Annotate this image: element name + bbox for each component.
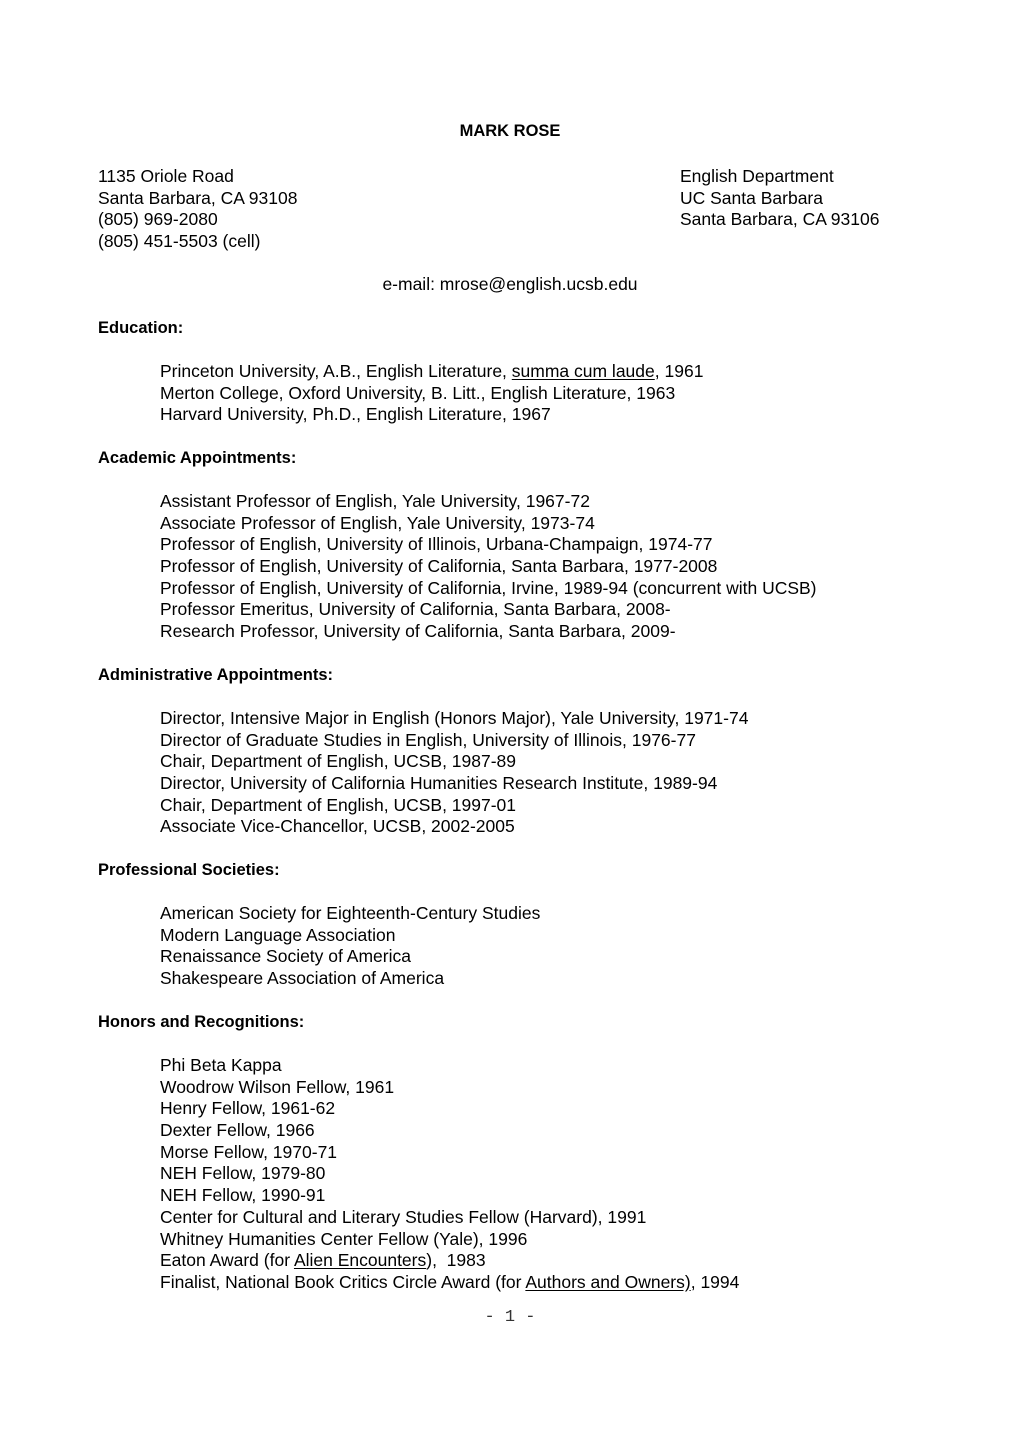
education-item-year: , 1961: [654, 361, 704, 381]
society-item: Shakespeare Association of America: [160, 968, 445, 989]
academic-item: Associate Professor of English, Yale University, 1973-74: [160, 512, 595, 533]
honor-item-year: , 1994: [690, 1271, 740, 1292]
administrative-list: [160, 708, 748, 838]
society-item: Modern Language Association: [160, 924, 396, 945]
academic-item: Research Professor, University of California, Santa Barbara, 2009-: [160, 621, 676, 642]
honor-phrase: summa cum laude: [511, 361, 655, 381]
work-address-line: English Department: [680, 166, 834, 186]
honor-item: Dexter Fellow, 1966: [160, 1120, 315, 1141]
honor-item-text: Finalist, National Book Critics Circle Award (for: [160, 1271, 526, 1292]
home-address-line: 1135 Oriole Road: [98, 166, 234, 186]
education-item: Merton College, Oxford University, B. Litt., English Literature, 1963: [160, 382, 676, 403]
honor-item-year: ), 1983: [426, 1250, 486, 1271]
home-address-line: Santa Barbara, CA 93108: [98, 187, 298, 208]
home-address-line: (805) 451-5503 (cell): [98, 231, 261, 252]
societies-list: [160, 903, 540, 990]
administrative-item: Chair, Department of English, UCSB, 1997-01: [160, 794, 517, 815]
administrative-item: Chair, Department of English, UCSB, 1987-89: [160, 751, 517, 772]
administrative-item: Director of Graduate Studies in English, University of Illinois, 1976-77: [160, 729, 696, 750]
honors-heading: Honors and Recognitions:: [98, 1013, 305, 1031]
academic-item: Assistant Professor of English, Yale University, 1967-72: [160, 491, 590, 511]
education-item: Harvard University, Ph.D., English Literature, 1967: [160, 404, 551, 425]
administrative-item: Director, Intensive Major in English (Honors Major), Yale University, 1971-74: [160, 708, 749, 728]
honors-list: [160, 1055, 739, 1294]
honor-item: Woodrow Wilson Fellow, 1961: [160, 1076, 395, 1097]
education-item-text: Princeton University, A.B., English Literature,: [160, 361, 512, 381]
education-item: [160, 361, 703, 383]
work-address-line: UC Santa Barbara: [680, 187, 823, 208]
honor-item: Center for Cultural and Literary Studies Fellow (Harvard), 1991: [160, 1206, 647, 1227]
societies-heading: Professional Societies:: [98, 861, 280, 879]
honor-item: Morse Fellow, 1970-71: [160, 1141, 338, 1162]
academic-item: Professor Emeritus, University of California, Santa Barbara, 2008-: [160, 599, 671, 620]
page-number: - 1 -: [484, 1308, 536, 1327]
education-list: [160, 361, 703, 426]
administrative-heading: Administrative Appointments:: [98, 666, 333, 684]
honor-item: Whitney Humanities Center Fellow (Yale), 1996: [160, 1228, 528, 1249]
work-address: [680, 166, 879, 231]
honor-item: Phi Beta Kappa: [160, 1055, 282, 1075]
honor-item: [160, 1250, 739, 1272]
administrative-item: Associate Vice-Chancellor, UCSB, 2002-2005: [160, 816, 515, 837]
work-address-line: Santa Barbara, CA 93106: [680, 209, 880, 230]
honor-item: NEH Fellow, 1979-80: [160, 1163, 326, 1184]
society-item: American Society for Eighteenth-Century Studies: [160, 903, 541, 923]
education-heading: Education:: [98, 319, 184, 337]
academic-heading: Academic Appointments:: [98, 449, 297, 467]
academic-item: Professor of English, University of Illinois, Urbana-Champaign, 1974-77: [160, 534, 713, 555]
honor-item: NEH Fellow, 1990-91: [160, 1185, 326, 1206]
honor-item-text: Eaton Award (for: [160, 1250, 294, 1271]
academic-list: [160, 491, 817, 643]
academic-item: Professor of English, University of California, Irvine, 1989-94 (concurrent with UCSB): [160, 577, 817, 598]
administrative-item: Director, University of California Humanities Research Institute, 1989-94: [160, 773, 718, 794]
society-item: Renaissance Society of America: [160, 946, 411, 967]
home-address: [98, 166, 297, 253]
home-address-line: (805) 969-2080: [98, 209, 218, 230]
academic-item: Professor of English, University of California, Santa Barbara, 1977-2008: [160, 556, 718, 577]
honor-item: Henry Fellow, 1961-62: [160, 1098, 336, 1119]
document-title: MARK ROSE: [459, 122, 561, 140]
email-line: e-mail: mrose@english.ucsb.edu: [382, 274, 638, 294]
honor-item: [160, 1272, 739, 1294]
book-title: Authors and Owners): [525, 1271, 691, 1292]
book-title: Alien Encounters: [293, 1250, 427, 1271]
